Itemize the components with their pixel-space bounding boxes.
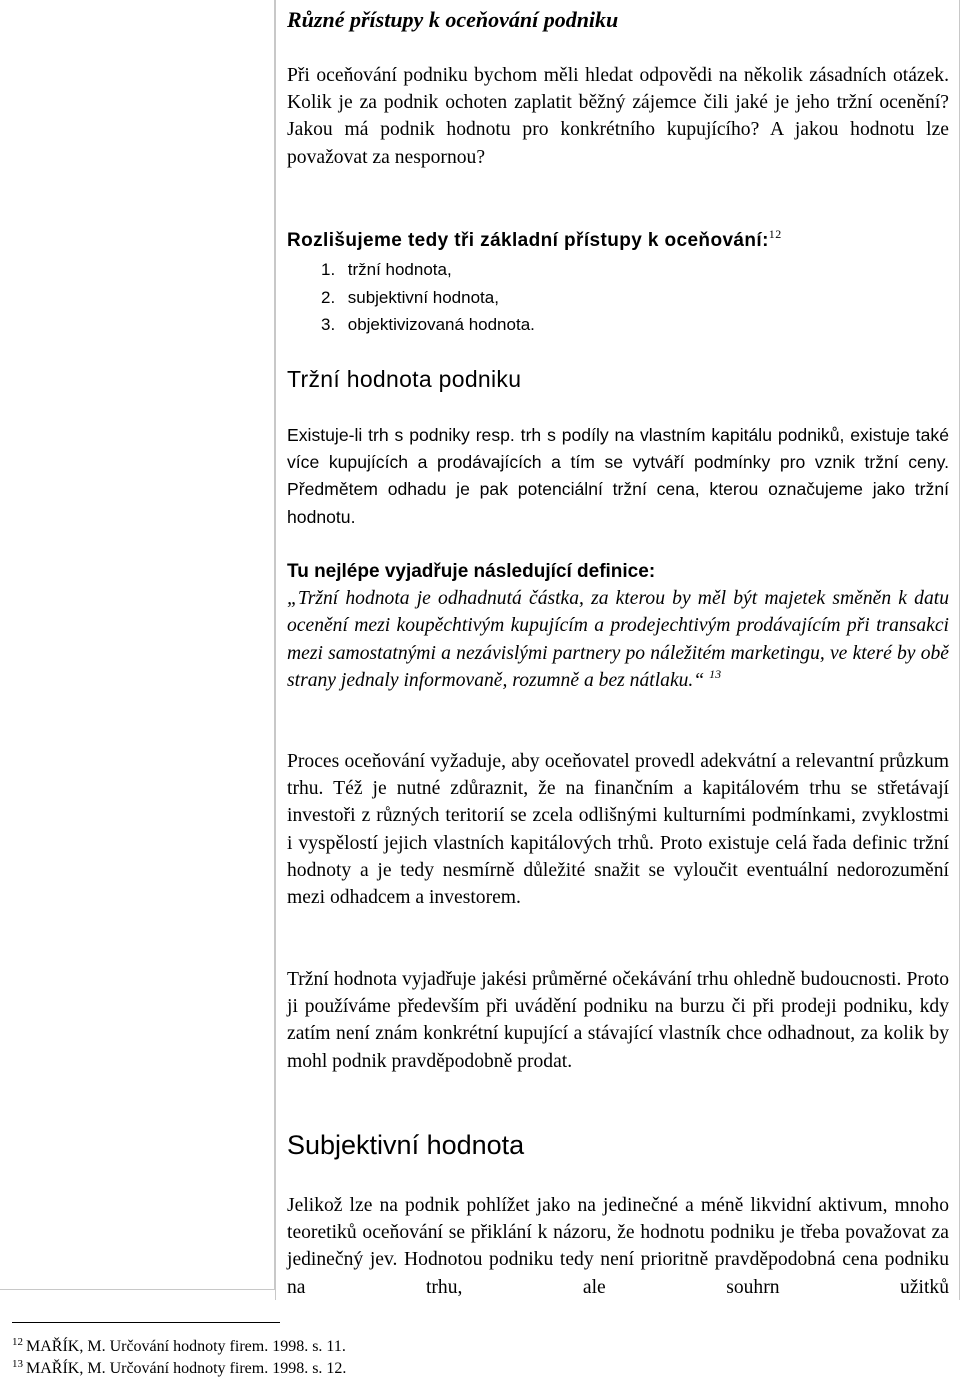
- definition-block: [287, 558, 949, 694]
- market-value-paragraph-2: Proces oceňování vyžaduje, aby oceňovatel provedl adekvátní a relevantní průzkum trhu. Též je nutné zdůraznit, že na finančním a kapitálovém trhu se střetávají investoři z různých teritorií se zcela odlišnými kulturními podmínkami, zvyklostmi i vyspělostí jejich vlastních kapitálových trhů. Proto existuje celá řada definic tržní hodnoty a je tedy nesmírně důležité snažit se vyloučit eventuální nedorozumění mezi odhadcem a investorem.: [287, 751, 949, 909]
- approaches-heading: [287, 228, 782, 254]
- list-item-label: objektivizovaná hodnota.: [347, 315, 535, 334]
- footnote-number: 12: [12, 1336, 23, 1348]
- intro-paragraph: Při oceňování podniku bychom měli hledat odpovědi na několik zásadních otázek. Kolik je za podnik ochoten zaplatit běžný zájemce čili jaké je jeho tržní ocenění? Jakou má podnik hodnotu pro konkrétního kupujícího? A jakou hodnotu lze považovat za nespornou?: [287, 65, 949, 168]
- footnote-number: 13: [12, 1358, 23, 1370]
- list-item-label: subjektivní hodnota,: [347, 287, 499, 307]
- list-item: [321, 284, 535, 312]
- list-item: [321, 256, 535, 284]
- footnote-12: [12, 1337, 346, 1357]
- subjective-value-paragraph: Jelikož lze na podnik pohlížet jako na jedinečné a méně likvidní aktivum, mnoho teoretiků oceňování se přiklání k názoru, že hodnotu podniku je třeba považovat za jedinečný jev. Hodnotou podniku tedy není prioritně pravděpodobná cena podniku na trhu, ale souhrn užitků: [287, 1195, 949, 1298]
- footnote-13: [12, 1359, 346, 1379]
- footnote-ref-12: 12: [768, 227, 782, 241]
- footnote-text: MAŘÍK, M. Určování hodnoty firem. 1998. s. 11.: [26, 1338, 346, 1355]
- definition-quote: [287, 585, 949, 694]
- section-title: Různé přístupy k oceňování podniku: [287, 7, 619, 32]
- list-item-number: 3.: [321, 315, 336, 334]
- subjective-value-heading: Subjektivní hodnota: [287, 1130, 525, 1160]
- approaches-list: [321, 256, 535, 339]
- footnote-ref-13: 13: [709, 666, 722, 681]
- list-item-label: tržní hodnota,: [347, 260, 452, 279]
- approaches-heading-text: Rozlišujeme tedy tři základní přístupy k oceňování:: [287, 230, 769, 251]
- footnote-text: MAŘÍK, M. Určování hodnoty firem. 1998. s. 12.: [26, 1360, 347, 1377]
- market-value-paragraph-1: Existuje-li trh s podniky resp. trh s podíly na vlastním kapitálu podniků, existuje také více kupujících a prodávajících a tím se vytváří podmínky pro vznik tržní ceny. Předmětem odhadu je pak potenciální tržní cena, kterou označujeme jako tržní hodnotu.: [287, 425, 949, 527]
- list-item-number: 1.: [321, 260, 336, 279]
- definition-intro: Tu nejlépe vyjadřuje následující definice:: [287, 561, 656, 582]
- definition-quote-text: „Tržní hodnota je odhadnutá částka, za kterou by měl být majetek směněn k datu ocenění mezi koupěchtivým kupujícím a prodejechtivým prodávajícím při transakci mezi samostatnými a nezávislými partnery po náležitém marketingu, ve které by obě strany jednaly informovaně, rozumně a bez nátlaku.“: [287, 588, 949, 691]
- market-value-heading: Tržní hodnota podniku: [287, 366, 522, 392]
- list-item-number: 2.: [321, 287, 336, 307]
- footnote-separator: [12, 1322, 280, 1323]
- list-item: [321, 311, 535, 339]
- left-margin-frame: [0, 0, 275, 1290]
- market-value-paragraph-3: Tržní hodnota vyjadřuje jakési průměrné očekávání trhu ohledně budoucnosti. Proto ji používáme především při uvádění podniku na burzu či při prodeji podniku, kdy zatím není znám konkrétní kupující a stávající vlastník chce odhadnout, za kolik by mohl podnik pravděpodobně prodat.: [287, 969, 949, 1072]
